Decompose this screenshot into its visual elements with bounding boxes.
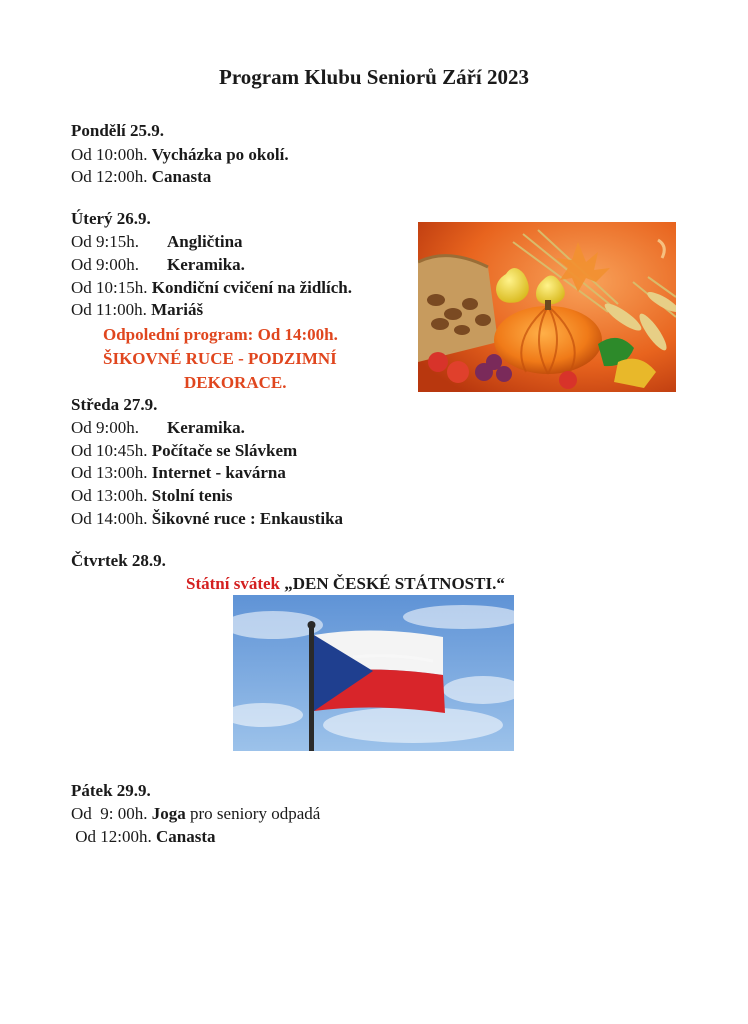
schedule-row (71, 299, 203, 321)
activity-label: Keramika. (167, 255, 245, 274)
time-label: Od 11:00h. (71, 300, 147, 319)
time-label: Od 13:00h. (71, 486, 148, 505)
schedule-row (71, 826, 216, 848)
activity-label: Kondiční cvičení na židlích. (151, 278, 352, 297)
activity-label: Počítače se Slávkem (151, 441, 298, 460)
activity-label: Keramika. (167, 418, 245, 437)
time-label: Od 9:15h. (71, 232, 139, 251)
holiday-line (186, 573, 505, 595)
day-heading-tuesday: Úterý 26.9. (71, 209, 151, 228)
afternoon-program-line: Odpolední program: Od 14:00h. (103, 325, 338, 344)
activity-label: Canasta (156, 827, 216, 846)
time-label: Od 10:15h. (71, 278, 148, 297)
schedule-row (71, 254, 245, 276)
schedule-row (71, 417, 245, 439)
time-label: Od 13:00h. (71, 463, 148, 482)
time-label: Od 12:00h. (71, 827, 152, 846)
activity-label: Angličtina (167, 232, 243, 251)
activity-label: Internet - kavárna (151, 463, 286, 482)
time-label: Od 10:45h. (71, 441, 148, 460)
activity-label: Joga (151, 804, 186, 823)
schedule-row (71, 144, 289, 166)
afternoon-program-line: DEKORACE. (184, 373, 287, 392)
activity-label: Mariáš (151, 300, 204, 319)
schedule-row (71, 508, 343, 530)
activity-note: pro seniory odpadá (185, 804, 321, 823)
day-heading-monday: Pondělí 25.9. (71, 121, 165, 140)
activity-label: Canasta (151, 167, 212, 186)
day-heading-thursday: Čtvrtek 28.9. (71, 551, 166, 570)
holiday-name: „DEN ČESKÉ STÁTNOSTI.“ (279, 574, 505, 593)
autumn-harvest-image (418, 222, 676, 392)
day-heading-wednesday: Středa 27.9. (71, 395, 158, 414)
holiday-label: Státní svátek (186, 574, 280, 593)
time-label: Od 9:00h. (71, 418, 139, 437)
time-label: Od 12:00h. (71, 167, 148, 186)
time-label: Od 10:00h. (71, 145, 148, 164)
activity-label: Šikovné ruce : Enkaustika (151, 509, 344, 528)
page-title: Program Klubu Seniorů Září 2023 (219, 65, 529, 89)
schedule-row (71, 166, 211, 188)
time-label: Od 14:00h. (71, 509, 148, 528)
activity-label: Vycházka po okolí. (151, 145, 289, 164)
schedule-row (71, 803, 320, 825)
schedule-row (71, 485, 233, 507)
activity-label: Stolní tenis (151, 486, 233, 505)
time-label: Od 9:00h. (71, 255, 139, 274)
schedule-row (71, 462, 286, 484)
schedule-row (71, 277, 352, 299)
czech-flag-image (233, 595, 514, 751)
time-label: Od 9: 00h. (71, 804, 148, 823)
afternoon-program-line: ŠIKOVNÉ RUCE - PODZIMNÍ (103, 349, 337, 368)
schedule-row (71, 440, 297, 462)
day-heading-friday: Pátek 29.9. (71, 781, 151, 800)
schedule-row (71, 231, 243, 253)
